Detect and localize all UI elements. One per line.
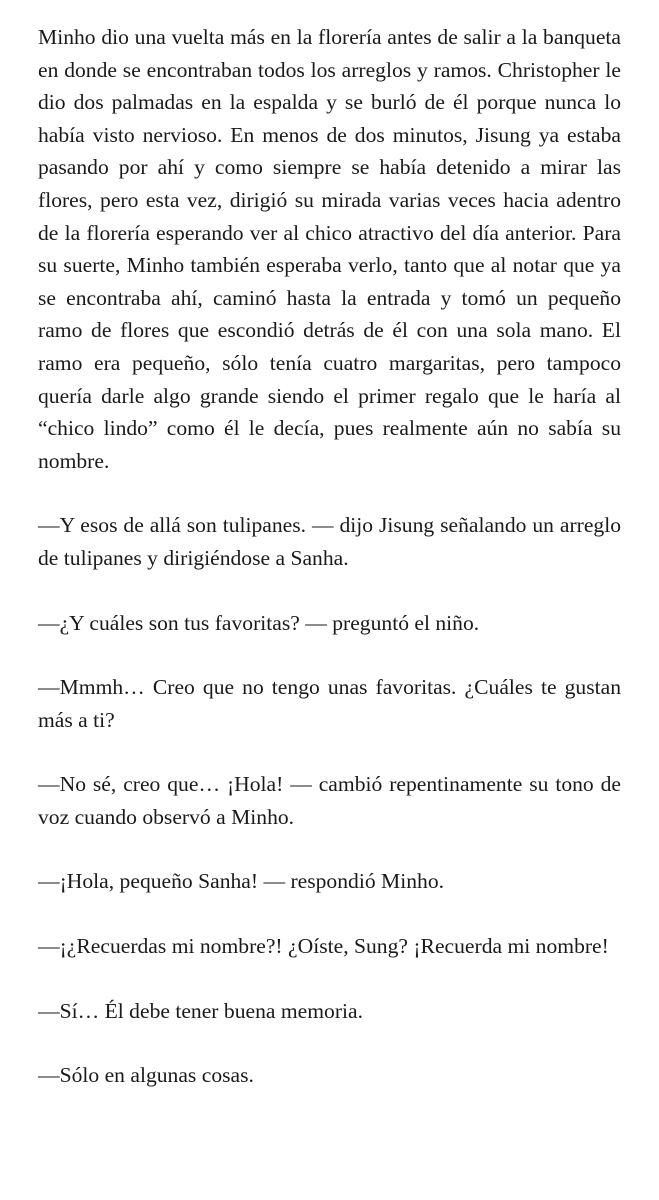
dialogue-line: —¡Hola, pequeño Sanha! — respondió Minho.	[38, 869, 445, 894]
dialogue-line: —Sí… Él debe tener buena memoria.	[38, 998, 364, 1023]
dialogue-line: —No sé, creo que… ¡Hola! — cambió repentinamente su tono de voz cuando observó a Minho.	[38, 772, 621, 829]
dialogue-line: —¿Y cuáles son tus favoritas? — preguntó el niño.	[38, 610, 480, 635]
document-page	[38, 21, 621, 1092]
dialogue-line: —Mmmh… Creo que no tengo unas favoritas. ¿Cuáles te gustan más a ti?	[38, 675, 621, 732]
narrative-paragraph: Minho dio una vuelta más en la florería antes de salir a la banqueta en donde se encontraban todos los arreglos y ramos. Christopher le dio dos palmadas en la espalda y se burló de él porque nunca lo había visto nervioso. En menos de dos minutos, Jisung ya estaba pasando por ahí y como siempre se había detenido a mirar las flores, pero esta vez, dirigió su mirada varias veces hacia adentro de la florería esperando ver al chico atractivo del día anterior. Para su suerte, Minho también esperaba verlo, tanto que al notar que ya se encontraba ahí, caminó hasta la entrada y tomó un pequeño ramo de flores que escondió detrás de él con una sola mano. El ramo era pequeño, sólo tenía cuatro margaritas, pero tampoco quería darle algo grande siendo el primer regalo que le haría al “chico lindo” como él le decía, pues realmente aún no sabía su nombre.	[38, 25, 621, 473]
dialogue-line: —Sólo en algunas cosas.	[38, 1063, 254, 1088]
dialogue-line: —¡¿Recuerdas mi nombre?! ¿Oíste, Sung? ¡Recuerda mi nombre!	[38, 934, 609, 959]
dialogue-line: —Y esos de allá son tulipanes. — dijo Jisung señalando un arreglo de tulipanes y dirigiéndose a Sanha.	[38, 513, 621, 570]
